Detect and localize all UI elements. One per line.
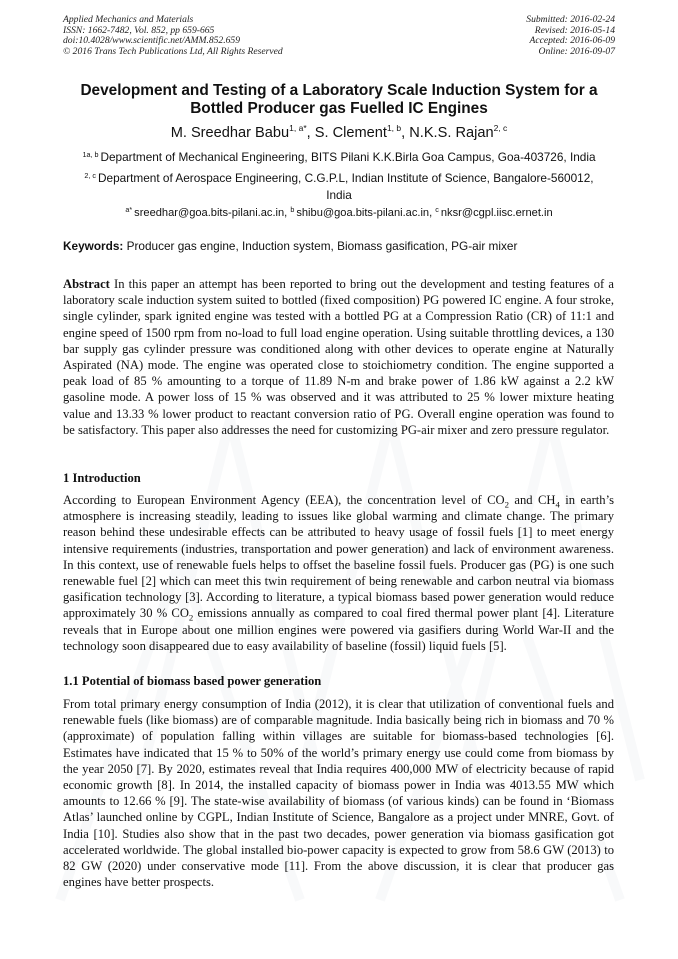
intro-text: in earth’s atmosphere is increasing steadily, leading to issues like global warming and climate change. The primary reason behind these undesirable effects can be attributed to heavy usage of fossil fuels [1] to meet energy intensive requirements (industries, transportation and power generation) and lack of environment awareness. In this context, use of renewable fuels helps to offset the baseline fossil fuels. Producer gas (PG) is one such renewable fuel [2] which can meet this twin requirement of being renewable and carbon neutral via biomass gasification technology [3]. According to literature, a typical biomass based power generation would reduce approximately 30 % CO [63,493,614,621]
section-heading-introduction: 1 Introduction [63,471,141,485]
email-link[interactable]: sreedhar@goa.bits-pilani.ac.in, [134,207,291,219]
paper-title [58,82,620,118]
subscript: 4 [555,499,560,510]
journal-name: Applied Mechanics and Materials [63,14,194,25]
email-marker: a* [125,205,135,214]
journal-issn: ISSN: 1662-7482, Vol. 852, pp 659-665 [63,24,215,36]
accepted-date: Accepted: 2016-06-09 [529,35,615,47]
author-emails [58,206,620,220]
submitted-date: Submitted: 2016-02-24 [526,14,615,25]
intro-text: emissions annually as compared to coal fired thermal power plant [4]. Literature reveals that in Europe about one million engines were powered via gasifiers during World War-II and the technology soon disappeared due to easy availability of baseline (fossil) liquid fuels [5]. [63,606,615,653]
revised-date: Revised: 2016-05-14 [534,24,615,36]
author-separator: , [306,125,315,141]
email-link[interactable]: shibu@goa.bits-pilani.ac.in, [296,207,436,219]
author-name: S. Clement [314,125,387,141]
title-line-1: Development and Testing of a Laboratory Scale Induction System for a [80,82,598,99]
section-heading-biomass-potential: 1.1 Potential of biomass based power generation [63,674,322,688]
abstract [63,276,614,438]
keywords-label: Keywords: [63,239,124,253]
affiliation-marker: 1a, b [82,150,101,159]
subscript: 2 [504,499,510,510]
author-name: M. Sreedhar Babu [170,125,290,141]
affiliation-1 [78,149,600,166]
publication-dates [526,15,615,57]
intro-text: According to European Environment Agency (EEA), the concentration level of CO [63,493,505,507]
affiliation-text: Department of Aerospace Engineering, C.G.P.L, Indian Institute of Science, Bangalore-560012, India [98,171,594,202]
intro-text: and CH [509,493,556,507]
introduction-paragraph [63,492,614,654]
keywords-text: Producer gas engine, Induction system, Biomass gasification, PG-air mixer [123,239,518,253]
abstract-text: In this paper an attempt has been reported to bring out the development and testing features of a laboratory scale induction system suited to bottled (fixed composition) PG powered IC engine. A four stroke, single cylinder, spark ignited engine was tested with a bottled PG at a Compression Ratio (CR) of 11:1 and engine speed of 1500 rpm from no-load to full load engine operation. Using suitable throttling devices, a 130 bar supply gas cylinder pressure was conditioned along with other devices to operate engine at Naturally Aspirated (NA) mode. The engine was operated close to stoichiometry condition. The engine supported a peak load of 85 % amounting to a torque of 11.89 N-m and brake power of 1.86 kW against a 2.2 kW gasoline mode. A power loss of 15 % was observed and it was attributed to 25 % lower mixture heating value and 13.33 % lower product to reactant conversion ratio of PG. Overall engine operation was found to be satisfactory. This paper also addresses the need for customizing PG-air mixer and zero pressure regulator. [63,277,614,437]
keywords [63,239,615,253]
affiliation-text: Department of Mechanical Engineering, BITS Pilani K.K.Birla Goa Campus, Goa-403726, India [100,150,596,164]
author-name: N.K.S. Rajan [409,125,494,141]
author-separator: , [401,125,410,141]
affiliation-2 [78,170,600,204]
author-marker: 1, a* [289,123,307,133]
email-link[interactable]: nksr@cgpl.iisc.ernet.in [440,207,553,219]
subscript: 2 [188,612,194,623]
author-marker: 1, b [386,123,402,133]
abstract-label: Abstract [63,277,110,291]
biomass-potential-paragraph: From total primary energy consumption of India (2012), it is clear that utilization of conventional fuels and renewable fuels (like biomass) are of comparable magnitude. India basically being rich in biomass and 70 % (approximate) of population falling within villages are suitable for biomass-based technologies [6]. Estimates have indicated that 15 % to 50% of the world’s primary energy use could come from biomass by the year 2050 [7]. By 2020, estimates reveal that India requires 400,000 MW of electricity because of rapid economic growth [8]. In 2014, the installed capacity of biomass power in India was 4013.55 MW which amounts to 12.66 % [9]. The state-wise availability of biomass (of various kinds) can be found in ‘Biomass Atlas’ launched online by CGPL, Indian Institute of Science, Bangalore as a project under MNRE, Govt. of India [10]. Studies also show that in the past two decades, power generation via biomass gasification got accelerated worldwide. The global installed bio-power capacity is expected to grow from 58.6 GW (2013) to 82 GW (2020) under conservative mode [11]. From the above discussion, it is clear that producer gas engines have better prospects. [63,697,614,890]
email-marker: b [290,205,297,214]
journal-info [63,15,283,57]
doi-link[interactable]: doi:10.4028/www.scientific.net/AMM.852.659 [63,35,241,47]
title-line-2: Bottled Producer gas Fuelled IC Engines [190,100,488,117]
online-date: Online: 2016-09-07 [538,45,615,57]
author-marker: 2, c [493,123,508,133]
author-list [58,124,620,142]
copyright-notice: © 2016 Trans Tech Publications Ltd, All Rights Reserved [63,45,283,57]
affiliation-marker: 2, c [84,171,98,180]
email-marker: c [435,205,441,214]
